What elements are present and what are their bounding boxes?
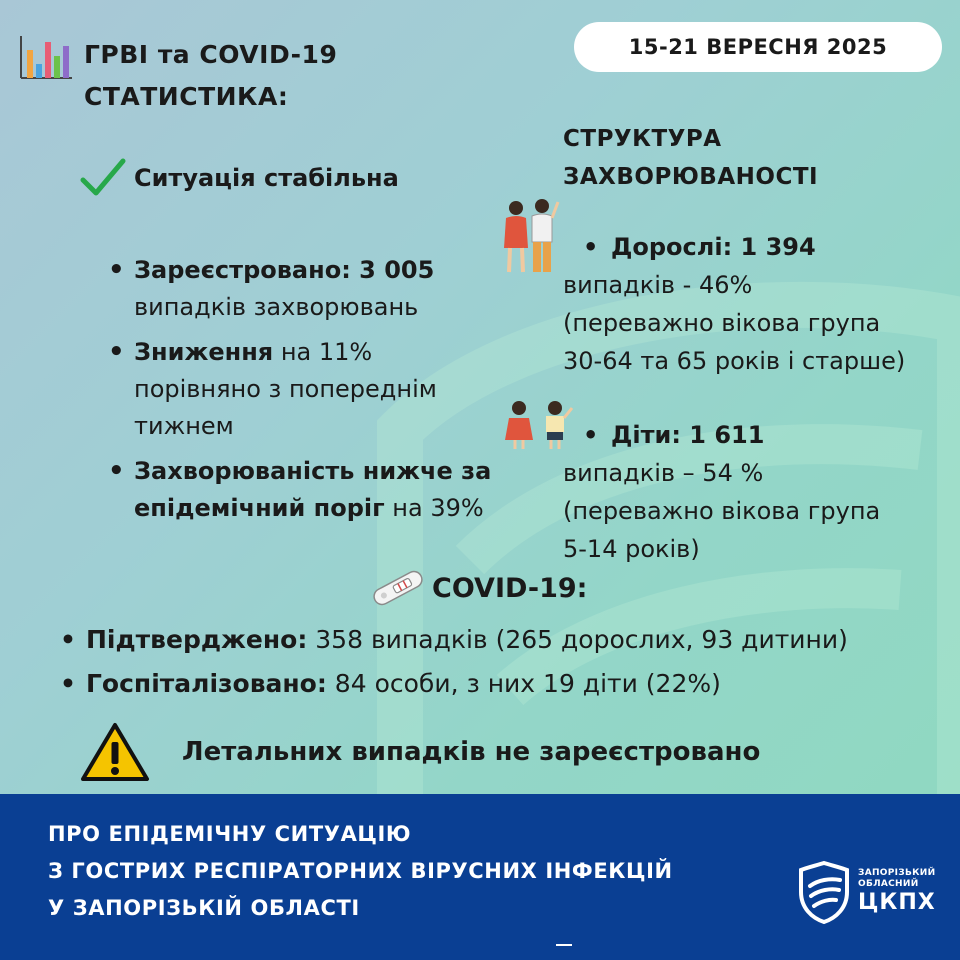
stat-bold: Зниження (134, 338, 274, 366)
list-item (104, 453, 504, 527)
bar-chart-icon (18, 34, 74, 82)
stat-rest: на 11% порівняно з попереднім тижнем (134, 338, 437, 440)
test-kit-icon (370, 568, 426, 608)
covid-heading (370, 568, 587, 608)
footer-divider (556, 944, 572, 946)
page-title-line2: СТАТИСТИКА: (84, 82, 289, 111)
footer (0, 794, 960, 960)
covid-list (58, 618, 848, 706)
covid-title: COVID-19: (432, 572, 588, 604)
stats-list (104, 252, 504, 535)
children-block (563, 416, 943, 568)
org-name (858, 868, 936, 916)
checkmark-icon (80, 158, 126, 198)
org-big: ЦКПХ (858, 890, 936, 915)
footer-line3: У ЗАПОРІЗЬКІЙ ОБЛАСТІ (48, 896, 360, 920)
shield-logo-icon (798, 860, 850, 924)
footer-title (48, 816, 673, 927)
children-line1: випадків – 54 % (563, 459, 764, 487)
children-head: • Діти: 1 611 (563, 416, 943, 454)
lethal-text: Летальних випадків не зареєстровано (182, 737, 761, 767)
date-badge (574, 22, 942, 72)
list-item (58, 662, 848, 706)
structure-title-line2: ЗАХВОРЮВАНОСТІ (563, 164, 819, 190)
adults-icon (498, 196, 562, 276)
page-title-line1: ГРВІ та COVID-19 (84, 40, 338, 69)
stat-bold: Захворюваність нижче за епідемічний поріг (134, 457, 492, 522)
covid-rest: 358 випадків (265 дорослих, 93 дитини) (307, 625, 848, 654)
structure-title (563, 120, 818, 196)
adults-head: • Дорослі: 1 394 (563, 228, 943, 266)
adults-line1: випадків - 46% (563, 271, 753, 299)
structure-title-line1: СТРУКТУРА (563, 126, 722, 152)
footer-line1: ПРО ЕПІДЕМІЧНУ СИТУАЦІЮ (48, 822, 412, 846)
list-item (104, 252, 504, 326)
date-text: 15-21 ВЕРЕСНЯ 2025 (628, 35, 888, 59)
adults-block (563, 228, 943, 380)
children-line2: (переважно вікова група (563, 497, 881, 525)
title-block (18, 34, 337, 118)
adults-line2: (переважно вікова група (563, 309, 881, 337)
stat-bold: Зареєстровано: 3 005 (134, 256, 435, 284)
stat-rest: випадків захворювань (134, 293, 419, 321)
covid-bold: Госпіталізовано: (86, 669, 327, 698)
org-small2: ОБЛАСНИЙ (858, 879, 919, 889)
adults-line3: 30-64 та 65 років і старше) (563, 347, 906, 375)
org-small1: ЗАПОРІЗЬКИЙ (858, 868, 936, 878)
status-row (80, 158, 399, 198)
footer-line2: З ГОСТРИХ РЕСПІРАТОРНИХ ВІРУСНИХ ІНФЕКЦІЙ (48, 859, 673, 883)
list-item (104, 334, 504, 445)
warning-icon (80, 722, 150, 782)
status-text: Ситуація стабільна (134, 164, 399, 192)
covid-rest: 84 особи, з них 19 діти (22%) (326, 669, 721, 698)
children-line3: 5-14 років) (563, 535, 700, 563)
stat-rest: на 39% (384, 494, 484, 522)
org-logo (798, 860, 936, 924)
list-item (58, 618, 848, 662)
page-title (84, 34, 337, 118)
covid-bold: Підтверджено: (86, 625, 308, 654)
lethal-row (80, 722, 760, 782)
